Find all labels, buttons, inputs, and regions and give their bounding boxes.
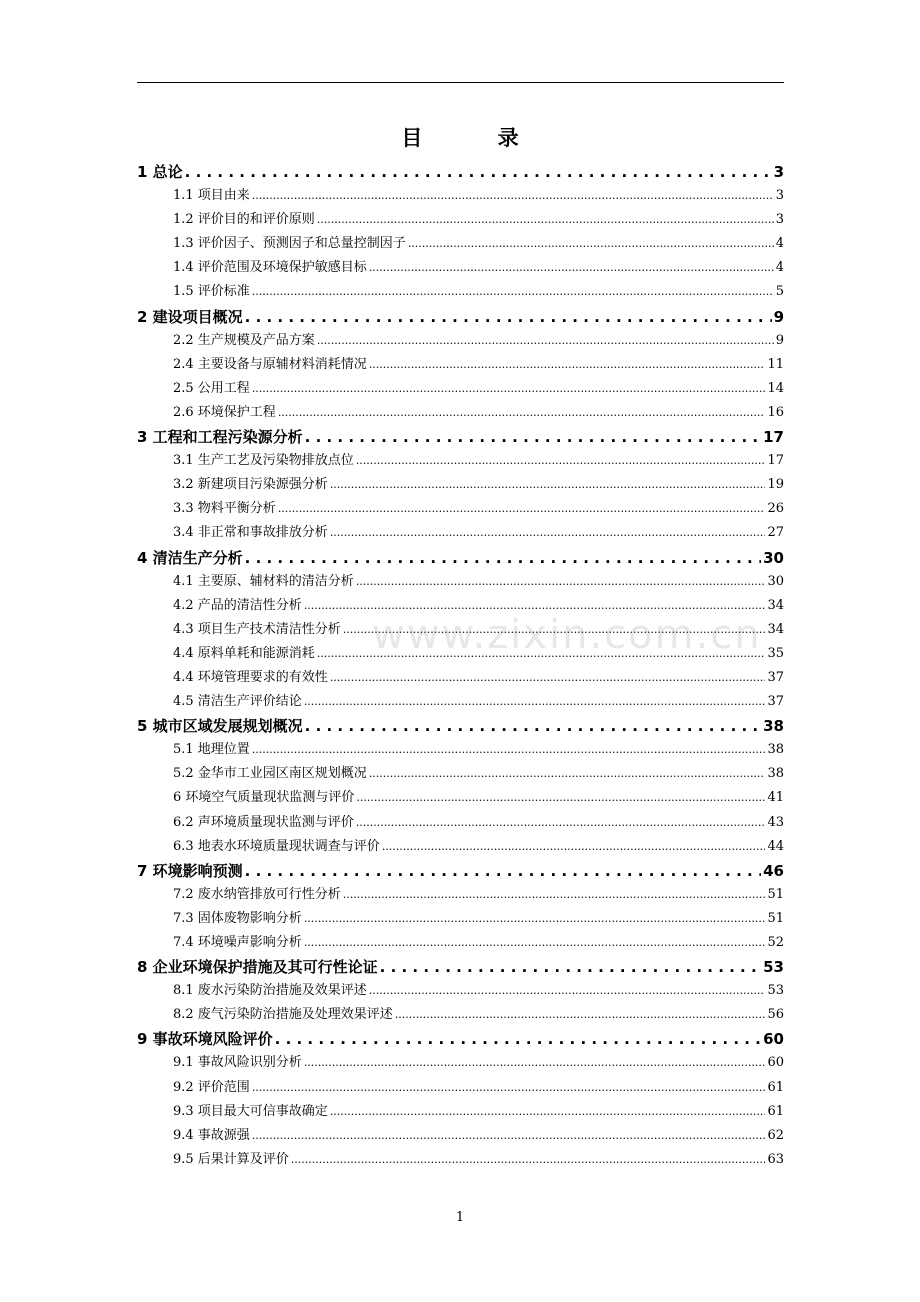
toc-entry-title: 3.3 物料平衡分析 [173, 501, 276, 517]
toc-entry-title: 2.4 主要设备与原辅材料消耗情况 [173, 356, 367, 372]
toc-section-entry[interactable] [137, 666, 784, 690]
toc-section-entry[interactable] [137, 184, 784, 208]
toc-leader-dots [317, 329, 774, 353]
toc-leader-dots [304, 931, 766, 955]
toc-entry-page: 61 [767, 1103, 784, 1119]
toc-entry-title: 4.2 产品的清洁性分析 [173, 597, 302, 613]
toc-entry-page: 19 [767, 477, 784, 493]
toc-section-entry[interactable] [137, 208, 784, 232]
toc-entry-page: 34 [767, 597, 784, 613]
toc-entry-page: 53 [767, 983, 784, 999]
toc-entry-title: 8 企业环境保护措施及其可行性论证 [137, 958, 378, 977]
toc-leader-dots [252, 738, 766, 762]
toc-entry-page: 9 [775, 332, 784, 348]
toc-entry-page: 51 [767, 910, 784, 926]
toc-section-entry[interactable] [137, 883, 784, 907]
toc-leader-dots [275, 1027, 761, 1051]
toc-leader-dots [305, 714, 761, 738]
toc-entry-page: 61 [767, 1079, 784, 1095]
toc-section-entry[interactable] [137, 401, 784, 425]
toc-leader-dots [343, 883, 766, 907]
toc-leader-dots [305, 425, 761, 449]
page-title: 目 录 [401, 126, 553, 150]
toc-leader-dots [317, 208, 774, 232]
toc-entry-page: 3 [775, 188, 784, 204]
toc-section-entry[interactable] [137, 232, 784, 256]
toc-leader-dots [382, 835, 766, 859]
toc-entry-title: 1 总论 [137, 163, 183, 181]
toc-entry-page: 4 [775, 236, 784, 252]
toc-entry-title: 4.3 项目生产技术清洁性分析 [173, 621, 341, 637]
toc-leader-dots [252, 377, 766, 401]
toc-entry-page: 3 [775, 212, 784, 228]
toc-entry-title: 4.5 清洁生产评价结论 [173, 694, 302, 710]
toc-entry-title: 1.1 项目由来 [173, 188, 250, 204]
toc-entry-title: 1.4 评价范围及环境保护敏感目标 [173, 260, 367, 276]
toc-entry-page: 46 [763, 861, 784, 880]
toc-entry-title: 3.1 生产工艺及污染物排放点位 [173, 453, 354, 469]
toc-entry-page: 16 [767, 404, 784, 420]
toc-entry-title: 7.3 固体废物影响分析 [173, 910, 302, 926]
toc-section-entry[interactable] [137, 1076, 784, 1100]
toc-section-entry[interactable] [137, 690, 784, 714]
toc-leader-dots [356, 449, 766, 473]
toc-section-entry[interactable] [137, 570, 784, 594]
toc-entry-title: 3.2 新建项目污染源强分析 [173, 477, 328, 493]
toc-entry-page: 17 [767, 453, 784, 469]
toc-leader-dots [304, 1051, 766, 1075]
toc-entry-page: 9 [773, 307, 784, 326]
toc-entry-title: 3.4 非正常和事故排放分析 [173, 525, 328, 541]
toc-entry-title: 9.4 事故源强 [173, 1127, 250, 1143]
toc-section-entry[interactable] [137, 786, 784, 810]
toc-section-entry[interactable] [137, 377, 784, 401]
toc-section-entry[interactable] [137, 1051, 784, 1075]
toc-leader-dots [245, 305, 772, 329]
toc-section-entry[interactable] [137, 1003, 784, 1027]
toc-chapter-entry[interactable] [137, 714, 784, 738]
toc-entry-title: 7.4 环境噪声影响分析 [173, 935, 302, 950]
toc-leader-dots [356, 811, 766, 835]
toc-entry-page: 41 [767, 790, 784, 806]
toc-section-entry[interactable] [137, 979, 784, 1003]
toc-leader-dots [278, 497, 766, 521]
toc-entry-page: 38 [763, 717, 784, 736]
toc-entry-page: 60 [763, 1030, 784, 1049]
toc-section-entry[interactable] [137, 738, 784, 762]
toc-section-entry[interactable] [137, 811, 784, 835]
toc-leader-dots [291, 1148, 766, 1172]
toc-entry-title: 2 建设项目概况 [137, 307, 243, 326]
toc-chapter-entry[interactable] [137, 160, 784, 184]
toc-leader-dots [278, 401, 766, 425]
page-number: 1 [455, 1210, 465, 1225]
toc-chapter-entry[interactable] [137, 425, 784, 449]
toc-entry-page: 26 [767, 501, 784, 517]
toc-chapter-entry[interactable] [137, 305, 784, 329]
toc-entry-title: 2.5 公用工程 [173, 380, 250, 396]
toc-entry-page: 52 [767, 935, 784, 950]
toc-leader-dots [304, 907, 766, 931]
toc-leader-dots [356, 786, 765, 810]
toc-leader-dots [330, 666, 766, 690]
toc-entry-title: 9.5 后果计算及评价 [173, 1151, 289, 1167]
toc-entry-title: 2.2 生产规模及产品方案 [173, 332, 315, 348]
toc-entry-title: 8.1 废水污染防治措施及效果评述 [173, 983, 367, 999]
toc-leader-dots [252, 1076, 766, 1100]
toc-leader-dots [245, 546, 761, 570]
toc-entry-page: 14 [767, 380, 784, 396]
toc-entry-page: 37 [767, 694, 784, 710]
toc-section-entry[interactable] [137, 1100, 784, 1124]
toc-leader-dots [252, 280, 774, 304]
toc-entry-title: 2.6 环境保护工程 [173, 404, 276, 420]
toc-entry-title: 5.2 金华市工业园区南区规划概况 [173, 766, 367, 782]
toc-entry-page: 30 [763, 548, 784, 567]
toc-entry-page: 4 [775, 260, 784, 276]
toc-leader-dots [252, 1124, 766, 1148]
toc-entry-page: 37 [767, 669, 784, 685]
toc-entry-page: 38 [767, 742, 784, 758]
toc-section-entry[interactable] [137, 329, 784, 353]
toc-entry-page: 30 [767, 573, 784, 589]
toc-entry-page: 60 [767, 1055, 784, 1071]
toc-entry-title: 8.2 废气污染防治措施及处理效果评述 [173, 1007, 393, 1023]
toc-section-entry[interactable] [137, 1124, 784, 1148]
toc-entry-title: 4.4 环境管理要求的有效性 [173, 669, 328, 685]
toc-entry-page: 53 [763, 958, 784, 977]
toc-entry-page: 56 [767, 1007, 784, 1023]
toc-entry-title: 9.3 项目最大可信事故确定 [173, 1103, 328, 1119]
toc-leader-dots [395, 1003, 766, 1027]
toc-entry-page: 11 [767, 356, 784, 372]
toc-entry-title: 1.2 评价目的和评价原则 [173, 212, 315, 228]
toc-entry-title: 6.3 地表水环境质量现状调查与评价 [173, 838, 380, 854]
toc-entry-title: 5.1 地理位置 [173, 742, 250, 758]
toc-entry-title: 4 清洁生产分析 [137, 548, 243, 567]
toc-leader-dots [304, 690, 766, 714]
toc-chapter-entry[interactable] [137, 1027, 784, 1051]
toc-entry-title: 3 工程和工程污染源分析 [137, 428, 303, 447]
toc-section-entry[interactable] [137, 1148, 784, 1172]
toc-entry-page: 3 [773, 163, 784, 181]
toc-entry-title: 1.3 评价因子、预测因子和总量控制因子 [173, 236, 406, 252]
toc-entry-title: 9.2 评价范围 [173, 1079, 250, 1095]
toc-section-entry[interactable] [137, 497, 784, 521]
toc-entry-page: 44 [767, 838, 784, 854]
toc-entry-title: 7 环境影响预测 [137, 861, 243, 880]
toc-section-entry[interactable] [137, 521, 784, 545]
toc-entry-title: 6.2 声环境质量现状监测与评价 [173, 814, 354, 830]
toc-entry-page: 51 [767, 886, 784, 902]
toc-section-entry[interactable] [137, 907, 784, 931]
toc-entry-title: 7.2 废水纳管排放可行性分析 [173, 886, 341, 902]
toc-entry-title: 6 环境空气质量现状监测与评价 [173, 790, 355, 806]
header-rule [137, 82, 784, 83]
toc-entry-title: 4.4 原料单耗和能源消耗 [173, 645, 315, 661]
toc-section-entry[interactable] [137, 835, 784, 859]
toc-leader-dots [252, 184, 774, 208]
toc-leader-dots [369, 762, 766, 786]
toc-leader-dots [369, 979, 766, 1003]
table-of-contents [137, 160, 784, 1172]
toc-section-entry[interactable] [137, 473, 784, 497]
toc-entry-page: 62 [767, 1127, 784, 1143]
toc-entry-title: 9 事故环境风险评价 [137, 1030, 273, 1049]
toc-entry-title: 5 城市区域发展规划概况 [137, 717, 303, 736]
toc-leader-dots [245, 859, 761, 883]
toc-leader-dots [356, 570, 766, 594]
toc-entry-page: 34 [767, 621, 784, 637]
toc-entry-title: 4.1 主要原、辅材料的清洁分析 [173, 573, 354, 589]
toc-entry-title: 9.1 事故风险识别分析 [173, 1055, 302, 1071]
toc-entry-page: 17 [763, 428, 784, 447]
toc-entry-page: 35 [767, 645, 784, 661]
toc-leader-dots [330, 473, 766, 497]
toc-leader-dots [369, 353, 766, 377]
toc-leader-dots [380, 955, 761, 979]
toc-entry-page: 38 [767, 766, 784, 782]
toc-entry-page: 63 [767, 1151, 784, 1167]
toc-leader-dots [330, 521, 766, 545]
toc-section-entry[interactable] [137, 762, 784, 786]
toc-section-entry[interactable] [137, 256, 784, 280]
toc-section-entry[interactable] [137, 931, 784, 955]
toc-section-entry[interactable] [137, 353, 784, 377]
toc-entry-page: 43 [767, 814, 784, 830]
toc-leader-dots [185, 160, 772, 184]
watermark: www.zixin.com.cn [372, 612, 762, 658]
toc-chapter-entry[interactable] [137, 859, 784, 883]
toc-entry-page: 27 [767, 525, 784, 541]
toc-section-entry[interactable] [137, 449, 784, 473]
toc-leader-dots [330, 1100, 766, 1124]
toc-entry-title: 1.5 评价标准 [173, 284, 250, 300]
toc-leader-dots [369, 256, 774, 280]
toc-section-entry[interactable] [137, 280, 784, 304]
toc-chapter-entry[interactable] [137, 546, 784, 570]
toc-entry-page: 5 [775, 284, 784, 300]
toc-leader-dots [408, 232, 774, 256]
toc-chapter-entry[interactable] [137, 955, 784, 979]
